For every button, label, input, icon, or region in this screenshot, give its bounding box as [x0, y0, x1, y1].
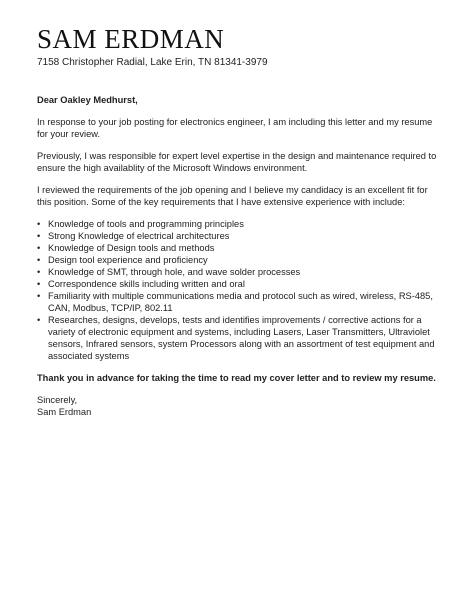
- paragraph-requirements: I reviewed the requirements of the job opening and I believe my candidacy is an excellent fit for this position. Some of the key requirements that I have extensive experience with include:: [37, 185, 428, 207]
- list-item-text: Design tool experience and proficiency: [48, 255, 208, 265]
- list-item: [37, 314, 437, 362]
- applicant-name: SAM ERDMAN: [37, 24, 225, 54]
- list-item-text: Strong Knowledge of electrical architectures: [48, 231, 230, 241]
- salutation: Dear Oakley Medhurst,: [37, 95, 138, 105]
- list-item-text: Correspondence skills including written and oral: [48, 279, 245, 289]
- bullet-icon: •: [37, 267, 41, 277]
- bullet-icon: •: [37, 291, 41, 301]
- bullet-icon: •: [37, 243, 41, 253]
- list-item-text: Knowledge of Design tools and methods: [48, 243, 215, 253]
- bullet-icon: •: [37, 219, 41, 229]
- letter-body: [37, 94, 437, 418]
- list-item: [37, 218, 437, 230]
- bullet-icon: •: [37, 255, 41, 265]
- list-item-text: Knowledge of tools and programming principles: [48, 219, 244, 229]
- list-item-text: Knowledge of SMT, through hole, and wave solder processes: [48, 267, 301, 277]
- signature-name: Sam Erdman: [37, 407, 92, 417]
- bullet-icon: •: [37, 231, 41, 241]
- list-item: [37, 278, 437, 290]
- paragraph-experience: Previously, I was responsible for expert level expertise in the design and maintenance required to ensure the high availablity of the Microsoft Windows environment.: [37, 151, 437, 173]
- list-item: [37, 230, 437, 242]
- list-item-text: Researches, designs, develops, tests and identifies improvements / corrective actions for a variety of electronic equipment and systems, including Lasers, Laser Transmitters, Ultraviolet sensors, Infrared sensors, system Processors along with an assortment of test equipment and associated systems: [48, 315, 435, 361]
- list-item: [37, 254, 437, 266]
- thank-you-line: Thank you in advance for taking the time to read my cover letter and to review my resume.: [37, 373, 436, 383]
- list-item: [37, 242, 437, 254]
- list-item-text: Familiarity with multiple communications media and protocol such as wired, wireless, RS-485, CAN, Modbus, TCP/IP, 802.11: [48, 291, 433, 313]
- applicant-address: 7158 Christopher Radial, Lake Erin, TN 81341-3979: [37, 57, 268, 68]
- bullet-icon: •: [37, 279, 41, 289]
- paragraph-intro: In response to your job posting for electronics engineer, I am including this letter and my resume for your review.: [37, 117, 433, 139]
- requirements-list: [37, 218, 437, 362]
- list-item: [37, 266, 437, 278]
- list-item: [37, 290, 437, 314]
- bullet-icon: •: [37, 315, 41, 325]
- closing: Sincerely,: [37, 395, 78, 405]
